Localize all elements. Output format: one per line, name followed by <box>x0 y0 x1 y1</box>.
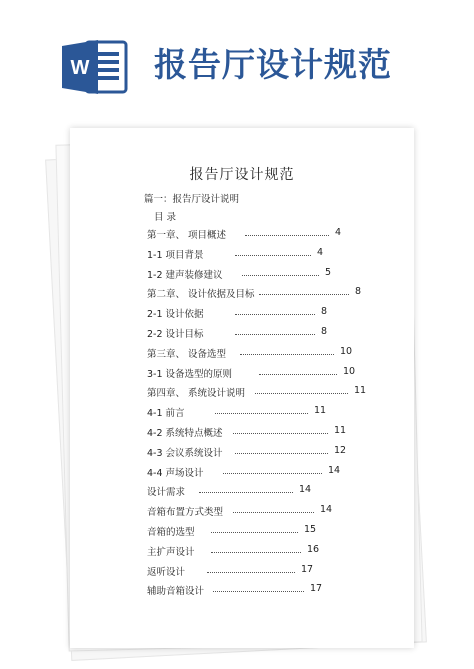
toc-leader-dots <box>211 552 301 553</box>
toc-entry[interactable] <box>147 343 387 363</box>
toc-entry-page: 14 <box>328 464 341 476</box>
toc-entry-label: 2-2 设计目标 <box>147 328 204 340</box>
toc-entry[interactable] <box>147 442 387 462</box>
toc-leader-dots <box>199 492 293 493</box>
banner-title: 报告厅设计规范 <box>154 45 392 84</box>
toc-entry[interactable] <box>147 382 387 402</box>
toc-leader-dots <box>233 433 328 434</box>
toc-entry-page: 10 <box>340 345 353 357</box>
toc-entry-label: 第四章、 系统设计说明 <box>147 388 246 400</box>
toc-leader-dots <box>223 473 322 474</box>
toc-entry-page: 17 <box>301 563 314 575</box>
toc-heading: 目 录 <box>154 212 177 223</box>
toc-entry[interactable] <box>147 244 387 264</box>
toc-leader-dots <box>211 532 298 533</box>
toc-leader-dots <box>235 314 315 315</box>
toc-entry-label: 第三章、 设备选型 <box>147 348 227 360</box>
toc-entry[interactable] <box>147 521 387 541</box>
toc-entry[interactable] <box>147 224 387 244</box>
toc-entry-page: 16 <box>307 543 320 555</box>
toc-entry-page: 8 <box>321 306 328 318</box>
toc-entry-page: 11 <box>354 385 367 397</box>
toc-entry-label: 4-1 前言 <box>147 408 185 420</box>
banner <box>0 0 474 120</box>
toc-entry-label: 返听设计 <box>147 566 186 578</box>
toc-entry[interactable] <box>147 541 387 561</box>
toc-entry[interactable] <box>147 561 387 581</box>
toc-leader-dots <box>255 393 348 394</box>
toc-entry[interactable] <box>147 501 387 521</box>
toc-entry-page: 12 <box>334 444 347 456</box>
toc-entry-page: 10 <box>343 365 356 377</box>
toc-entry-label: 辅助音箱设计 <box>147 586 205 598</box>
toc-entry-label: 第一章、 项目概述 <box>147 230 227 241</box>
toc-leader-dots <box>235 453 328 454</box>
toc-entry-page: 14 <box>320 504 333 516</box>
toc-entry[interactable] <box>147 580 387 600</box>
toc-entry-page: 8 <box>355 286 362 298</box>
toc-entry-label: 1-2 建声装修建议 <box>147 269 223 281</box>
toc-entry[interactable] <box>147 462 387 482</box>
toc-entry[interactable] <box>147 283 387 303</box>
document-page <box>70 128 414 648</box>
toc-entry[interactable] <box>147 303 387 323</box>
toc-entry-label: 第二章、 设计依据及目标 <box>147 289 255 301</box>
toc-entry-label: 设计需求 <box>147 487 186 499</box>
toc-entry-page: 17 <box>310 583 323 595</box>
toc-leader-dots <box>215 413 308 414</box>
toc-leader-dots <box>235 334 315 335</box>
toc-entry-page: 11 <box>314 405 327 417</box>
toc-entry-label: 4-4 声场设计 <box>147 467 204 479</box>
toc-entry-page: 8 <box>321 325 328 337</box>
toc-leader-dots <box>235 255 311 256</box>
toc-leader-dots <box>242 275 319 276</box>
document-title: 报告厅设计规范 <box>189 167 295 183</box>
toc-entry[interactable] <box>147 481 387 501</box>
toc-entry-page: 14 <box>299 484 312 496</box>
toc-leader-dots <box>207 572 295 573</box>
toc-leader-dots <box>213 591 304 592</box>
toc-entry-label: 主扩声设计 <box>147 546 195 558</box>
toc-entry-page: 4 <box>317 246 324 258</box>
toc-entry-label: 2-1 设计依据 <box>147 309 204 321</box>
toc-entry-label: 4-2 系统特点概述 <box>147 427 223 439</box>
toc-entry-page: 5 <box>325 266 332 278</box>
toc-entry[interactable] <box>147 264 387 284</box>
toc-entry[interactable] <box>147 363 387 383</box>
toc-leader-dots <box>240 354 334 355</box>
toc-entry-page: 11 <box>334 424 347 436</box>
section-heading: 篇一：报告厅设计说明 <box>144 194 240 205</box>
toc-entry-label: 3-1 设备选型的原则 <box>147 368 233 380</box>
toc-entry[interactable] <box>147 323 387 343</box>
toc-entry-label: 1-1 项目背景 <box>147 249 204 261</box>
toc-leader-dots <box>233 512 314 513</box>
toc-entry-page: 4 <box>335 227 342 238</box>
toc-leader-dots <box>259 294 349 295</box>
toc-entry-label: 音箱的选型 <box>147 526 195 538</box>
toc-entry-page: 15 <box>304 523 317 535</box>
toc-entry-label: 4-3 会议系统设计 <box>147 447 223 459</box>
word-icon <box>62 40 128 94</box>
toc-leader-dots <box>259 374 337 375</box>
svg-text:W: W <box>70 57 90 79</box>
toc-leader-dots <box>245 235 329 236</box>
table-of-contents <box>147 224 387 600</box>
toc-entry-label: 音箱布置方式类型 <box>147 507 224 519</box>
toc-entry[interactable] <box>147 402 387 422</box>
toc-entry[interactable] <box>147 422 387 442</box>
